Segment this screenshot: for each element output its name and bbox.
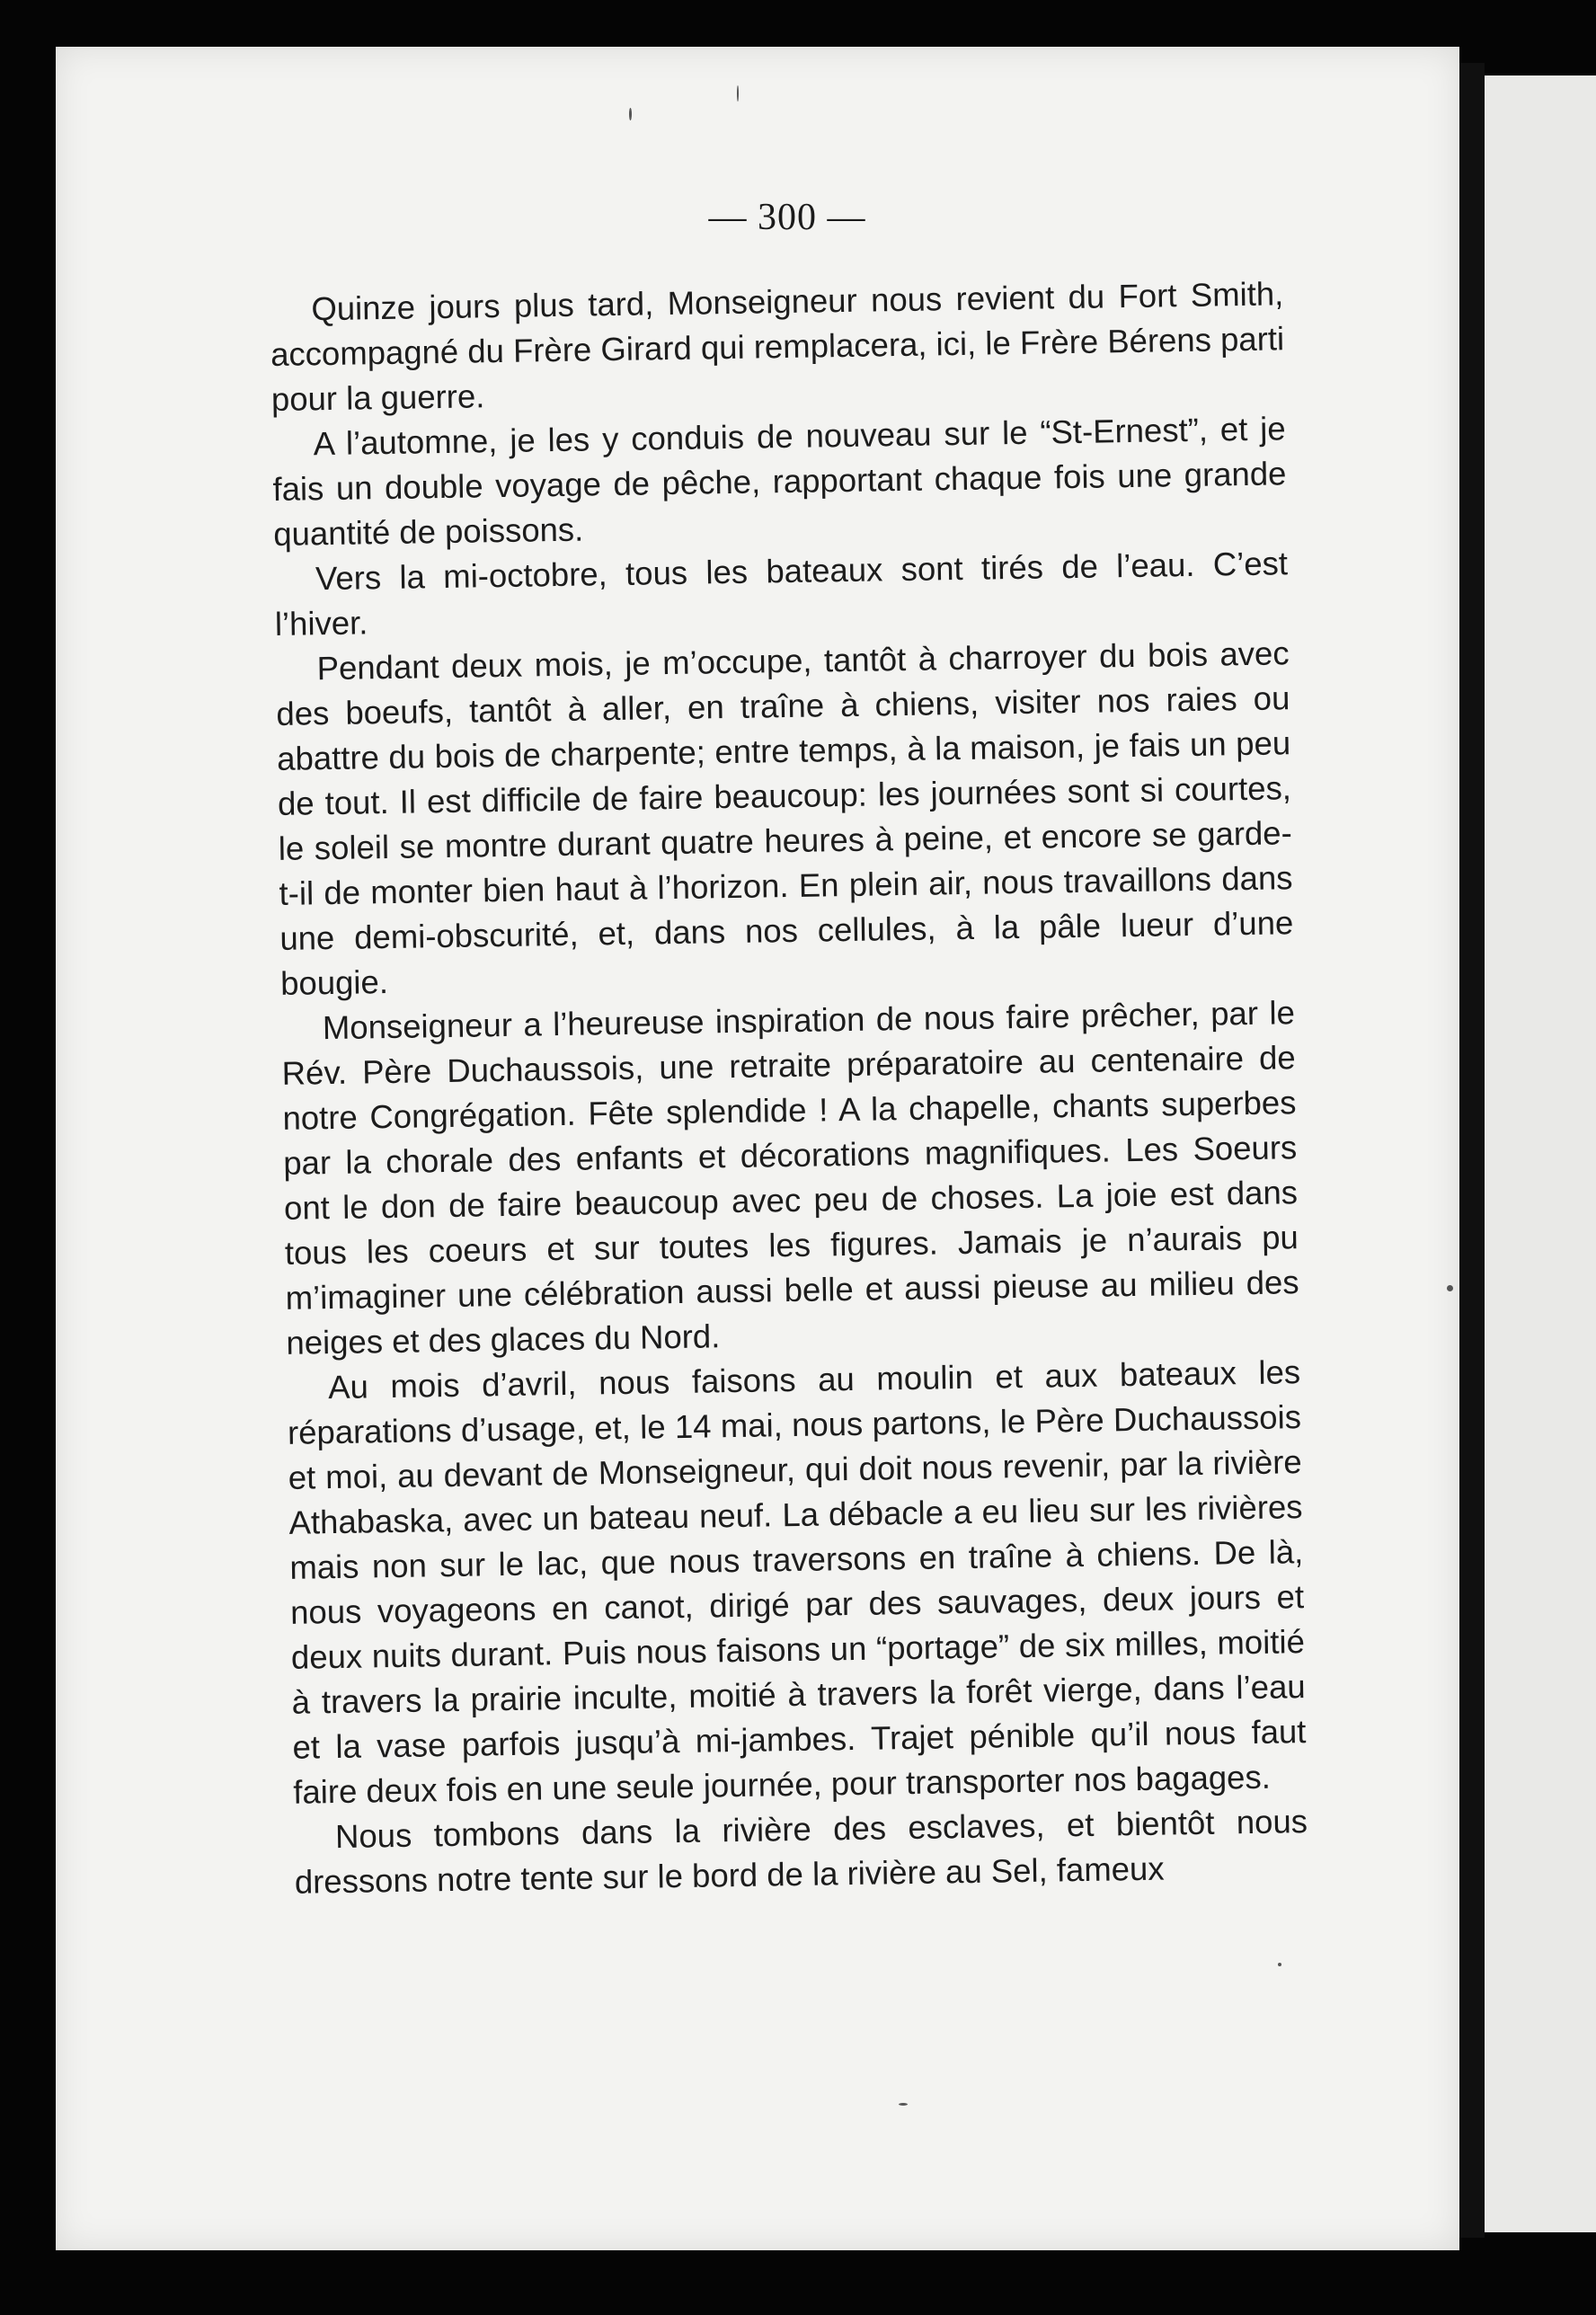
body-text [270, 271, 1308, 1904]
paragraph-3: Vers la mi-octobre, tous les bateaux sont tirés de l’eau. C’est l’hiver. [274, 545, 1289, 643]
paragraph-4: Pendant deux mois, je m’occupe, tantôt à charroyer du bois avec des boeufs, tantôt à aller, en traîne à chiens, visiter nos raies ou abattre du bois de charpente; entre temps, à la maison, je fais un peu de tout. Il est difficile de faire beaucoup: les journées sont si courtes, le soleil se montre durant quatre heures à peine, et encore se garde-t-il de monter bien haut à l’horizon. En plein air, nous travaillons dans une demi-obscurité, et, dans nos cellules, à la pâle lueur d’une bougie. [276, 634, 1294, 1002]
facing-page-edge [1485, 75, 1596, 2232]
paragraph-2: A l’automne, je les y conduis de nouveau sur le “St-Ernest”, et je fais un double voyage de pêche, rapportant chaque fois une grande quantité de poissons. [272, 410, 1287, 553]
dust-speck [629, 108, 632, 120]
dust-speck [737, 85, 739, 102]
book-spine-shadow [1459, 63, 1485, 2238]
dust-speck [1447, 1285, 1453, 1291]
paragraph-1: Quinze jours plus tard, Monseigneur nous revient du Fort Smith, accompagné du Frère Girard qui remplacera, ici, le Frère Bérens parti pour la guerre. [270, 275, 1285, 418]
paragraph-6: Au mois d’avril, nous faisons au moulin et aux bateaux les réparations d’usage, et, le 14 mai, nous partons, le Père Duchaussois et moi, au devant de Monseigneur, qui doit nous revenir, par la rivière Athabaska, avec un bateau neuf. La débacle a eu lieu sur les rivières mais non sur le lac, que nous traversons en traîne à chiens. De là, nous voyageons en canot, dirigé par des sauvages, deux jours et deux nuits durant. Puis nous faisons un “portage” de six milles, moitié à travers la prairie inculte, moitié à travers la forêt vierge, dans l’eau et la vase parfois jusqu’à mi-jambes. Trajet pénible qu’il nous faut faire deux fois en une seule journée, pour transporter nos bagages. [287, 1353, 1307, 1811]
page-number: — 300 — [708, 197, 866, 238]
paragraph-7: Nous tombons dans la rivière des esclaves, et bientôt nous dressons notre tente sur le bord de la rivière au Sel, fameux [294, 1803, 1308, 1901]
paragraph-5: Monseigneur a l’heureuse inspiration de nous faire prêcher, par le Rév. Père Duchaussois, une retraite préparatoire au centenaire de notre Congrégation. Fête splendide ! A la chapelle, chants superbes par la chorale des enfants et décorations magnifiques. Les Soeurs ont le don de faire beaucoup avec peu de choses. La joie est dans tous les coeurs et sur toutes les figures. Jamais je n’aurais pu m’imaginer une célébration aussi belle et aussi pieuse au milieu des neiges et des glaces du Nord. [281, 994, 1299, 1362]
dust-speck [899, 2103, 908, 2106]
dust-speck [1278, 1963, 1281, 1966]
